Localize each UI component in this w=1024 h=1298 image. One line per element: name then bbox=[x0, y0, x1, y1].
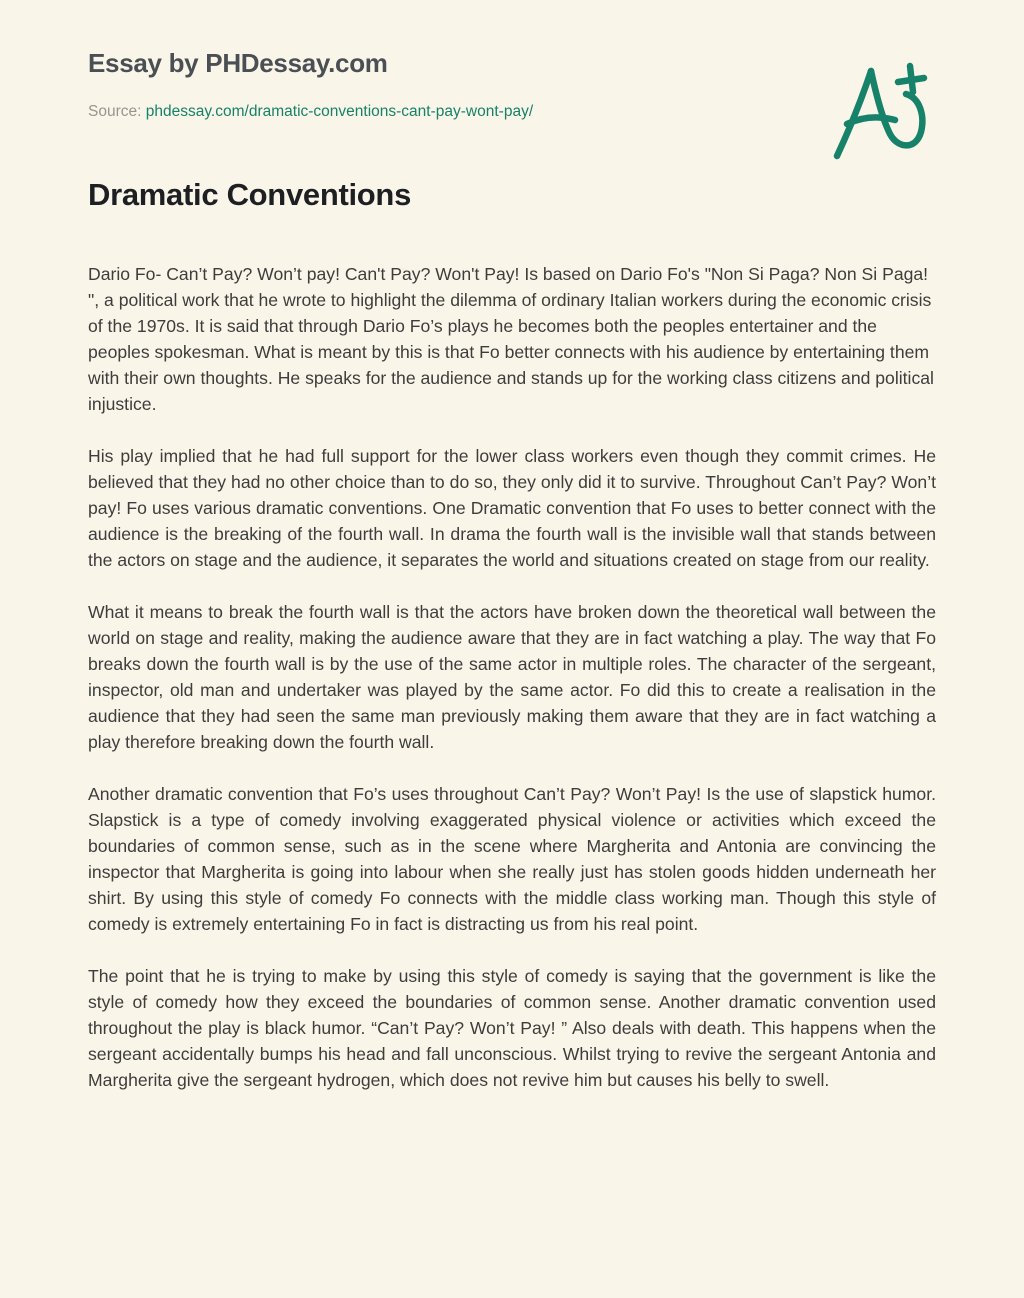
a-plus-logo-icon bbox=[826, 58, 930, 162]
source-line bbox=[88, 103, 936, 121]
essay-paragraph-3: What it means to break the fourth wall is that the actors have broken down the theoretical wall between the world on stage and reality, making the audience aware that they are in fact watching a play. The way that Fo breaks down the fourth wall is by the use of the same actor in multiple roles. The character of the sergeant, inspector, old man and undertaker was played by the same actor. Fo did this to create a realisation in the audience that they had seen the same man previously making them aware that they are in fact watching a play therefore breaking down the fourth wall. bbox=[88, 602, 936, 752]
page-title: Essay by PHDessay.com bbox=[88, 48, 388, 78]
source-link[interactable]: phdessay.com/dramatic-conventions-cant-pay-wont-pay/ bbox=[145, 103, 534, 120]
essay-paragraph-1: Dario Fo- Can’t Pay? Won’t pay! Can't Pay? Won't Pay! Is based on Dario Fo's "Non Si Paga? Non Si Paga! ", a political work that he wrote to highlight the dilemma of ordinary Italian workers during the economic crisis of the 1970s. It is said that through Dario Fo’s plays he becomes both the peoples entertainer and the peoples spokesman. What is meant by this is that Fo better connects with his audience by entertaining them with their own thoughts. He speaks for the audience and stands up for the working class citizens and political injustice. bbox=[88, 264, 934, 414]
essay-paragraph-5: The point that he is trying to make by using this style of comedy is saying that the government is like the style of comedy how they exceed the boundaries of common sense. Another dramatic convention used throughout the play is black humor. “Can’t Pay? Won’t Pay! ” Also deals with death. This happens when the sergeant accidentally bumps his head and fall unconscious. Whilst trying to revive the sergeant Antonia and Margherita give the sergeant hydrogen, which does not revive him but causes his belly to swell. bbox=[88, 966, 936, 1090]
essay-paragraph-4: Another dramatic convention that Fo’s uses throughout Can’t Pay? Won’t Pay! Is the use of slapstick humor. Slapstick is a type of comedy involving exaggerated physical violence or activities which exceed the boundaries of common sense, such as in the scene where Margherita and Antonia are convincing the inspector that Margherita is going into labour when she really just has stolen goods hidden underneath her shirt. By using this style of comedy Fo connects with the middle class working man. Though this style of comedy is extremely entertaining Fo in fact is distracting us from his real point. bbox=[88, 784, 936, 934]
source-label: Source: bbox=[88, 103, 142, 120]
page-header bbox=[88, 0, 936, 121]
essay-body bbox=[88, 261, 936, 1093]
essay-title: Dramatic Conventions bbox=[88, 177, 412, 212]
essay-paragraph-2: His play implied that he had full support for the lower class workers even though they commit crimes. He believed that they had no other choice than to do so, they only did it to survive. Throughout Can’t Pay? Won’t pay! Fo uses various dramatic conventions. One Dramatic convention that Fo uses to better connect with the audience is the breaking of the fourth wall. In drama the fourth wall is the invisible wall that stands between the actors on stage and the audience, it separates the world and situations created on stage from our reality. bbox=[88, 446, 936, 570]
